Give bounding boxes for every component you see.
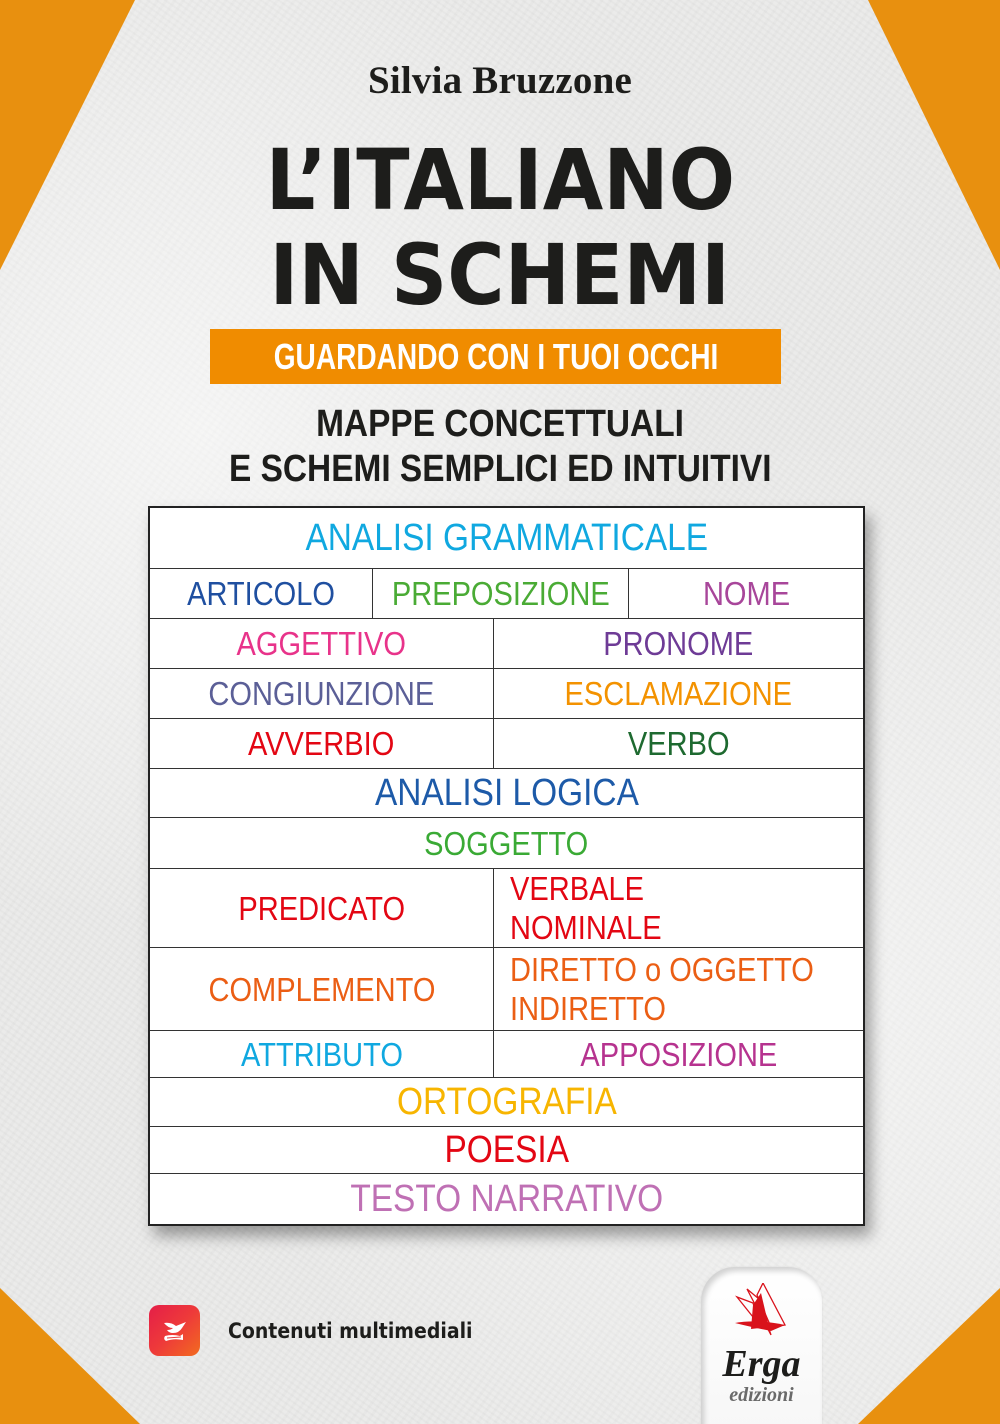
table-cell xyxy=(373,569,629,618)
cell-text-line: NOMINALE xyxy=(510,909,662,946)
orange-corner-bottom-left xyxy=(0,1288,140,1424)
cell-text: PREDICATO xyxy=(238,889,405,927)
table-cell xyxy=(150,869,494,947)
book-title-text-2: IN SCHEMI xyxy=(269,226,731,324)
table-row xyxy=(150,1031,863,1078)
cell-text: APPOSIZIONE xyxy=(580,1035,777,1073)
section-heading: TESTO NARRATIVO xyxy=(350,1178,663,1220)
cell-text: ARTICOLO xyxy=(187,575,335,612)
cell-text: PREPOSIZIONE xyxy=(391,575,610,612)
cell-text-line: INDIRETTO xyxy=(510,990,666,1027)
orange-corner-top-right xyxy=(868,0,1000,270)
book-title-line-1 xyxy=(0,131,1000,229)
table-cell xyxy=(150,508,863,568)
subtitle-line-1 xyxy=(0,405,1000,443)
table-row xyxy=(150,869,863,948)
section-heading: ORTOGRAFIA xyxy=(396,1081,617,1123)
table-row xyxy=(150,818,863,869)
table-row xyxy=(150,619,863,669)
table-cell xyxy=(494,719,863,768)
red-sails-logo-icon xyxy=(731,1283,791,1348)
table-cell xyxy=(150,1078,863,1126)
table-row xyxy=(150,948,863,1031)
cell-text: PRONOME xyxy=(603,625,754,662)
book-title-line-2 xyxy=(0,226,1000,324)
table-row-poesia xyxy=(150,1127,863,1174)
publisher-name: Erga xyxy=(722,1343,801,1385)
table-cell xyxy=(150,769,863,817)
table-cell xyxy=(150,1031,494,1077)
table-cell xyxy=(150,719,494,768)
table-row-analisi-logica xyxy=(150,769,863,818)
tagline-text: GUARDANDO CON I TUOI OCCHI xyxy=(273,335,718,377)
table-cell xyxy=(150,669,494,718)
table-cell xyxy=(494,669,863,718)
table-cell xyxy=(150,818,863,868)
table-cell xyxy=(494,948,863,1030)
multimedia-label: Contenuti multimediali xyxy=(228,1318,473,1343)
cell-text: NOME xyxy=(702,575,790,612)
publisher-logo-tab xyxy=(701,1267,822,1424)
subtitle-text-2: E SCHEMI SEMPLICI ED INTUITIVI xyxy=(228,448,772,490)
table-row-ortografia xyxy=(150,1078,863,1127)
cell-text: ESCLAMAZIONE xyxy=(564,675,793,712)
section-heading: POESIA xyxy=(444,1129,569,1171)
contents-table xyxy=(148,506,865,1226)
cell-text-line: VERBALE xyxy=(510,870,644,907)
cell-text: VERBO xyxy=(627,725,730,762)
cell-text: AGGETTIVO xyxy=(236,625,407,662)
publisher-subtitle: edizioni xyxy=(729,1384,794,1406)
orange-corner-bottom-right xyxy=(858,1288,1000,1424)
table-cell xyxy=(629,569,863,618)
subtitle-line-2 xyxy=(0,450,1000,488)
cell-text: SOGGETTO xyxy=(424,824,589,862)
table-row-analisi-grammaticale xyxy=(150,508,863,569)
table-cell xyxy=(150,619,494,668)
author-name: Silvia Bruzzone xyxy=(367,59,633,102)
orange-corner-top-left xyxy=(0,0,135,270)
table-row xyxy=(150,569,863,619)
table-row xyxy=(150,719,863,769)
table-cell xyxy=(150,948,494,1030)
book-title-text-1: L’ITALIANO xyxy=(265,131,735,229)
table-cell xyxy=(150,1127,863,1173)
table-row-testo-narrativo xyxy=(150,1174,863,1224)
subtitle-text-1: MAPPE CONCETTUALI xyxy=(316,403,684,445)
table-cell xyxy=(150,1174,863,1224)
table-cell xyxy=(494,1031,863,1077)
section-heading: ANALISI GRAMMATICALE xyxy=(305,517,708,559)
cell-text: CONGIUNZIONE xyxy=(208,675,435,712)
section-heading: ANALISI LOGICA xyxy=(374,772,639,814)
cell-text: COMPLEMENTO xyxy=(208,970,435,1008)
cell-text: ATTRIBUTO xyxy=(240,1035,403,1073)
cell-text-line: DIRETTO o OGGETTO xyxy=(510,951,814,988)
table-cell xyxy=(494,619,863,668)
table-cell xyxy=(494,869,863,947)
cell-text: AVVERBIO xyxy=(248,725,395,762)
tagline-banner xyxy=(210,329,781,384)
table-cell xyxy=(150,569,373,618)
table-row xyxy=(150,669,863,719)
bird-book-app-icon xyxy=(149,1305,200,1356)
multimedia-content-badge xyxy=(149,1305,500,1356)
